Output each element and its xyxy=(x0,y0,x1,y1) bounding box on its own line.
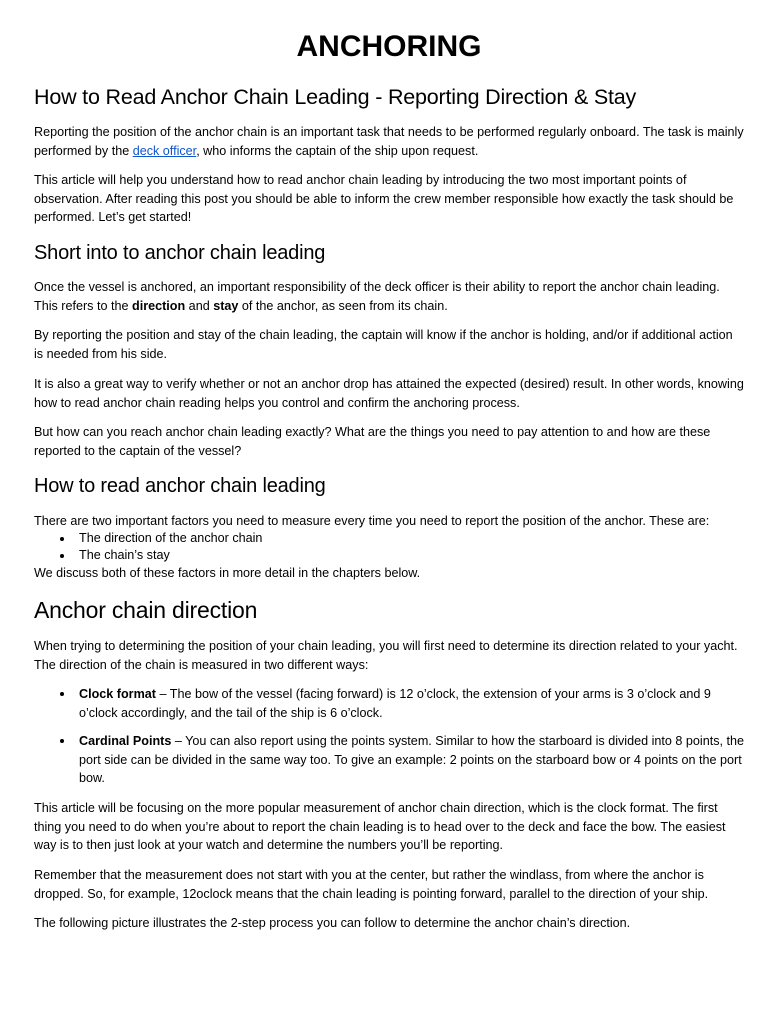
intro-text-before-link: Reporting the position of the anchor chain is an important task that needs to be performed regularly onboard. The task is mainly performed by the xyxy=(34,125,744,158)
clock-format-text: – The bow of the vessel (facing forward) is 12 o’clock, the extension of your arms is 3 o’clock and 9 o’clock accordingly, and the tail of the ship is 6 o’clock. xyxy=(79,687,711,720)
section-heading-short-intro: Short into to anchor chain leading xyxy=(34,242,326,264)
how-to-read-paragraph-2: We discuss both of these factors in more detail in the chapters below. xyxy=(34,566,421,580)
factors-list xyxy=(34,530,744,564)
short-intro-paragraph-2: By reporting the position and stay of the chain leading, the captain will know if the anchor is holding, and/or if additional action is needed from his side. xyxy=(34,328,733,361)
cardinal-points-text: – You can also report using the points system. Similar to how the starboard is divided into 8 points, the port side can be divided in the same way too. To give an example: 2 points on the starboard bow or 4 points on the port bow. xyxy=(79,734,745,785)
short-intro-paragraph-3: It is also a great way to verify whether or not an anchor drop has attained the expected (desired) result. In other words, knowing how to read anchor chain reading helps you control and confirm the anchoring process. xyxy=(34,377,744,410)
list-item: The direction of the anchor chain xyxy=(79,530,744,547)
direction-paragraph-2: This article will be focusing on the more popular measurement of anchor chain direction, which is the clock format. The first thing you need to do when you’re about to report the chain leading is to head over to the deck and face the bow. The easiest way is to then just look at your watch and determine the numbers you’ll be reporting. xyxy=(34,801,726,852)
intro-paragraph-1 xyxy=(34,123,744,160)
section-heading-how-to-read: How to read anchor chain leading xyxy=(34,475,326,497)
direction-paragraph-3: Remember that the measurement does not start with you at the center, but rather the windlass, from where the anchor is dropped. So, for example, 12oclock means that the chain leading is pointing forward, parallel to the direction of your ship. xyxy=(34,868,709,901)
intro-paragraph-2: This article will help you understand how to read anchor chain leading by introducing the two most important points of observation. After reading this post you should be able to inform the crew member responsible how exactly the task should be performed. Let’s get started! xyxy=(34,173,734,224)
short-intro-text-a: Once the vessel is anchored, an important responsibility of the deck officer is their ability to report the anchor chain leading. This refers to the xyxy=(34,280,720,313)
list-item-cardinal-points xyxy=(79,732,744,788)
list-item-clock-format xyxy=(79,685,744,722)
section-heading-direction: Anchor chain direction xyxy=(34,597,258,623)
intro-text-after-link: , who informs the captain of the ship upon request. xyxy=(196,143,479,158)
short-intro-paragraph-1 xyxy=(34,278,744,315)
short-intro-text-e: of the anchor, as seen from its chain. xyxy=(238,298,448,313)
direction-paragraph-4: The following picture illustrates the 2-step process you can follow to determine the anchor chain’s direction. xyxy=(34,916,631,930)
direction-paragraph-1: When trying to determining the position of your chain leading, you will first need to determine its direction related to your yacht. The direction of the chain is measured in two different ways: xyxy=(34,639,738,672)
direction-term: direction xyxy=(132,298,186,313)
deck-officer-link[interactable]: deck officer xyxy=(132,143,197,158)
short-intro-paragraph-4: But how can you reach anchor chain leading exactly? What are the things you need to pay attention to and how are these reported to the captain of the vessel? xyxy=(34,425,711,458)
cardinal-points-term: Cardinal Points xyxy=(79,734,172,748)
main-heading: How to Read Anchor Chain Leading - Reporting Direction & Stay xyxy=(34,85,637,109)
short-intro-text-c: and xyxy=(185,298,214,313)
stay-term: stay xyxy=(213,298,239,313)
list-item: The chain’s stay xyxy=(79,547,744,564)
direction-methods-list xyxy=(34,685,744,798)
document-title: ANCHORING xyxy=(296,30,482,63)
how-to-read-paragraph-1: There are two important factors you need to measure every time you need to report the position of the anchor. These are: xyxy=(34,514,710,528)
clock-format-term: Clock format xyxy=(79,687,156,701)
